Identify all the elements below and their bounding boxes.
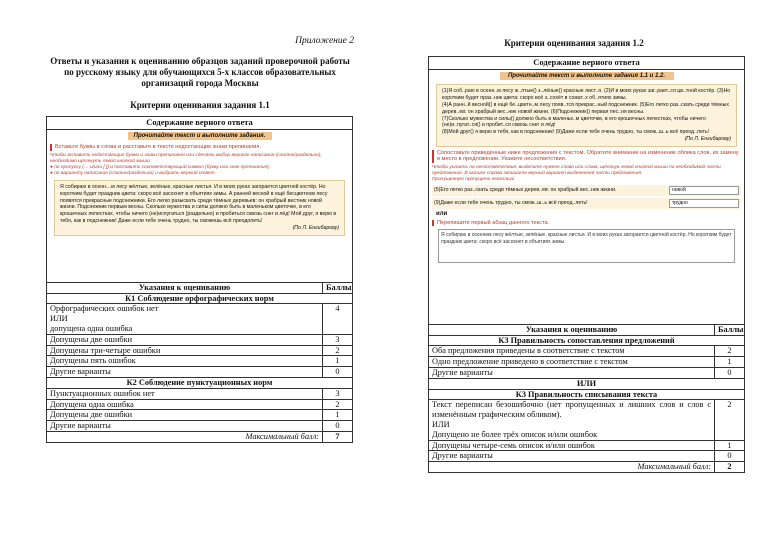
right-page: [384, 0, 768, 543]
passage-paragraph-2: (4)А ранн..й весной() в ещё бе..цветн..м лесу появ..тся прекрас..ный подснежник. (5)Его легко раз..скать среди тёмных дерев..ев: он храбрый вес..ник новой жизни. (6)Подснежник() первая пес..ня весны.: [442, 101, 729, 115]
header-score: Баллы: [715, 324, 745, 335]
section-k3-compare: К3 Правильность сопоставления предложений: [429, 335, 745, 346]
k3b-row-text: Другие варианты: [429, 451, 715, 462]
correct-answer-header: Содержание верного ответа: [429, 57, 745, 70]
max-score-value: 7: [323, 431, 353, 442]
k1-row-text: Другие варианты: [47, 367, 323, 378]
k3b-row-score: 0: [715, 451, 745, 462]
passage-paragraph-3: (7)Сколько мужества и силы() должно быть в маленьк..м цветочке, в его крошечных лепестках, чтобы ничего (не)и..пугат..ся() и пробит..ся сквозь снег и лёд!: [442, 115, 706, 129]
k1-row-text: Допущены две ошибки: [47, 334, 323, 345]
k3a-row-score: 1: [715, 357, 745, 368]
criteria-title-1-2: Критерии оценивания задания 1.2: [504, 38, 644, 48]
k2-row-score: 1: [323, 410, 353, 421]
k2-row-text: Допущена одна ошибка: [47, 399, 323, 410]
k1-row-score: 2: [323, 345, 353, 356]
k3a-row-text: Другие варианты: [429, 367, 715, 378]
appendix-label: Приложение 2: [295, 36, 354, 46]
k3b-row-score: 2: [715, 400, 745, 440]
or-divider: ИЛИ: [429, 378, 745, 389]
header-score: Баллы: [323, 282, 353, 293]
section-k3-copy: К3 Правильность списывания текста: [429, 389, 745, 400]
k1-row-score: 4: [323, 304, 353, 334]
compare-instruction: Сопоставьте приведённые ниже предложения с текстом. Обратите внимание на изменение облика слов, их замену и место в предложении. Укажите несоответствия.: [432, 150, 741, 163]
task-sub-instruction: Чтобы вставить недостающие буквы и знаки препинания или сделать выбор верного написания (слитно/раздельно), необходимо щёлкнуть левой кнопкой мыши: [50, 152, 322, 164]
k1-row-text: Орфографических ошибок нет ИЛИ допущена одна ошибка: [47, 304, 323, 334]
max-score-label: Максимальный балл:: [47, 431, 323, 442]
answer-row-1: [432, 185, 741, 196]
task-bullet-1: ● по пропуску (… и/или [ ]) и поставить соответствующий символ (букву или знак препинания),: [50, 164, 271, 170]
passage-paragraph-4: (8)Мой друг() я верю в тебя, как в подснежник! (9)Даже если тебе очень трудно, ты смож..ш..ь всё преод..леть!: [442, 129, 710, 136]
answer-2-sentence: (9)Даже если тебе очень трудно, ты смож..ш..ь всё преод..леть!: [434, 200, 588, 207]
k3a-row-text: Одно предложение приведено в соответствие с текстом: [429, 357, 715, 368]
passage-author: (По Л. Енгибарову): [684, 135, 732, 142]
task-bullet-2: ● по варианту написания (слитно/раздельно) и выбрать верный ответ.: [50, 170, 216, 176]
task-heading: Прочитайте текст и выполните задания.: [128, 132, 272, 141]
task-instruction: Вставьте буквы в слова и расставьте в тексте недостающие знаки препинания.: [50, 144, 349, 151]
k2-row-score: 3: [323, 388, 353, 399]
passage-text: Я собираю в осенн…м лесу жёлтые, зелёные, красные листья. И в моих руках загорается цветной костёр. Но коротким будет праздник цвета: скоро всё засохнет в объятиях зимы. А ранней весной в ещё бесцветном лесу появятся прекрасные подснежники. Его легко разыскать среди тёмных деревьев: он храбрый вестник новой жизни. Подснежник первым весны. Сколько мужества и силы должно быть в маленьком цветочке, в его крошечных лепестках, чтобы ничего (не)испугаться (раздельно) и пробиться сквозь снег и лёд! Мой друг, я верю в тебя, как в подснежник! Даже если тебе очень трудно, ты сможешь всё преодолеть!: [60, 183, 337, 224]
k2-row-score: 0: [323, 421, 353, 432]
answer-2-input[interactable]: трудно: [669, 199, 739, 208]
k2-row-text: Допущены две ошибки: [47, 410, 323, 421]
k1-row-score: 3: [323, 334, 353, 345]
header-instructions: Указания к оцениванию: [47, 282, 323, 293]
section-k2: К2 Соблюдение пунктуационных норм: [47, 377, 353, 388]
k1-row-text: Допущены пять ошибок: [47, 356, 323, 367]
copy-textarea[interactable]: Я собираю в осеннем лесу жёлтые, зелёные, красные листья. И в моих руках загорается цветной костёр. Но коротким будет праздник цвета: скоро всё засохнет в объятиях зимы.: [438, 229, 735, 263]
k1-row-score: 1: [323, 356, 353, 367]
task-passage: [436, 84, 737, 146]
k3b-row-score: 1: [715, 440, 745, 451]
answer-row-2: [432, 198, 741, 209]
k3b-row-text: Текст переписан безошибочно (нет пропущенных и лишних слов и слов с изменённым графическим обликом). ИЛИ Допущено не более трёх описок и/или ошибок: [429, 400, 715, 440]
answer-1-input[interactable]: новой: [669, 186, 739, 195]
criteria-table-1-1: [46, 116, 353, 443]
compare-sub-instruction: Чтобы указать на несоответствие, выделите нужное слово или слова, щёлкнув левой кнопкой мыши по необходимой части предложения. В окошке справа запишите верный вариант выделенной части предложения.: [432, 164, 721, 176]
compare-sub-instruction-2: Пропущенную пропущено несколько: [432, 176, 515, 182]
task-screenshot: [47, 129, 353, 282]
task-heading: Прочитайте текст и выполните задания 1.1 и 1.2.: [500, 72, 674, 81]
criteria-table-1-2: [428, 56, 745, 473]
k3a-row-score: 2: [715, 346, 745, 357]
k2-row-score: 2: [323, 399, 353, 410]
document-title: Ответы и указания к оцениванию образцов заданий проверочной работы по русскому языку для обучающихся 5-х классов образовательных организаций города Москвы: [50, 56, 350, 88]
answer-1-sentence: (5)Его легко раз..скать среди тёмных дерев..ев: он храбрый вес..ник жизни.: [434, 187, 617, 194]
criteria-title-1-1: Критерии оценивания задания 1.1: [130, 100, 270, 110]
section-k1: К1 Соблюдение орфографических норм: [47, 293, 353, 304]
or-label: или: [436, 210, 448, 217]
correct-answer-header: Содержание верного ответа: [47, 117, 353, 130]
k2-row-text: Пунктуационных ошибок нет: [47, 388, 323, 399]
k1-row-text: Допущены три-четыре ошибки: [47, 345, 323, 356]
max-score-value: 2: [715, 462, 745, 473]
k3a-row-text: Оба предложения приведены в соответствие с текстом: [429, 346, 715, 357]
k1-row-score: 0: [323, 367, 353, 378]
header-instructions: Указания к оцениванию: [429, 324, 715, 335]
passage-paragraph-1: (1)Я соб..раю в осенн..м лесу ж..лтые() з..лёные() красные лист..я. (2)И в моих руках заг..рает..ся цв..тной костёр. (3)Но коротким будет праз..ник цвета: скоро всё з..сохёт в сожат..х об..ятиях зимы.: [442, 88, 731, 102]
copy-instruction: Перепишите первый абзац данного текста.: [432, 220, 741, 227]
max-score-label: Максимальный балл:: [429, 462, 715, 473]
passage-author: (По Л. Енгибарову): [292, 224, 340, 231]
k3b-row-text: Допущены четыре-семь описок и/или ошибок: [429, 440, 715, 451]
task-screenshot: [429, 69, 745, 324]
k3a-row-score: 0: [715, 367, 745, 378]
k2-row-text: Другие варианты: [47, 421, 323, 432]
task-passage: [54, 180, 345, 236]
